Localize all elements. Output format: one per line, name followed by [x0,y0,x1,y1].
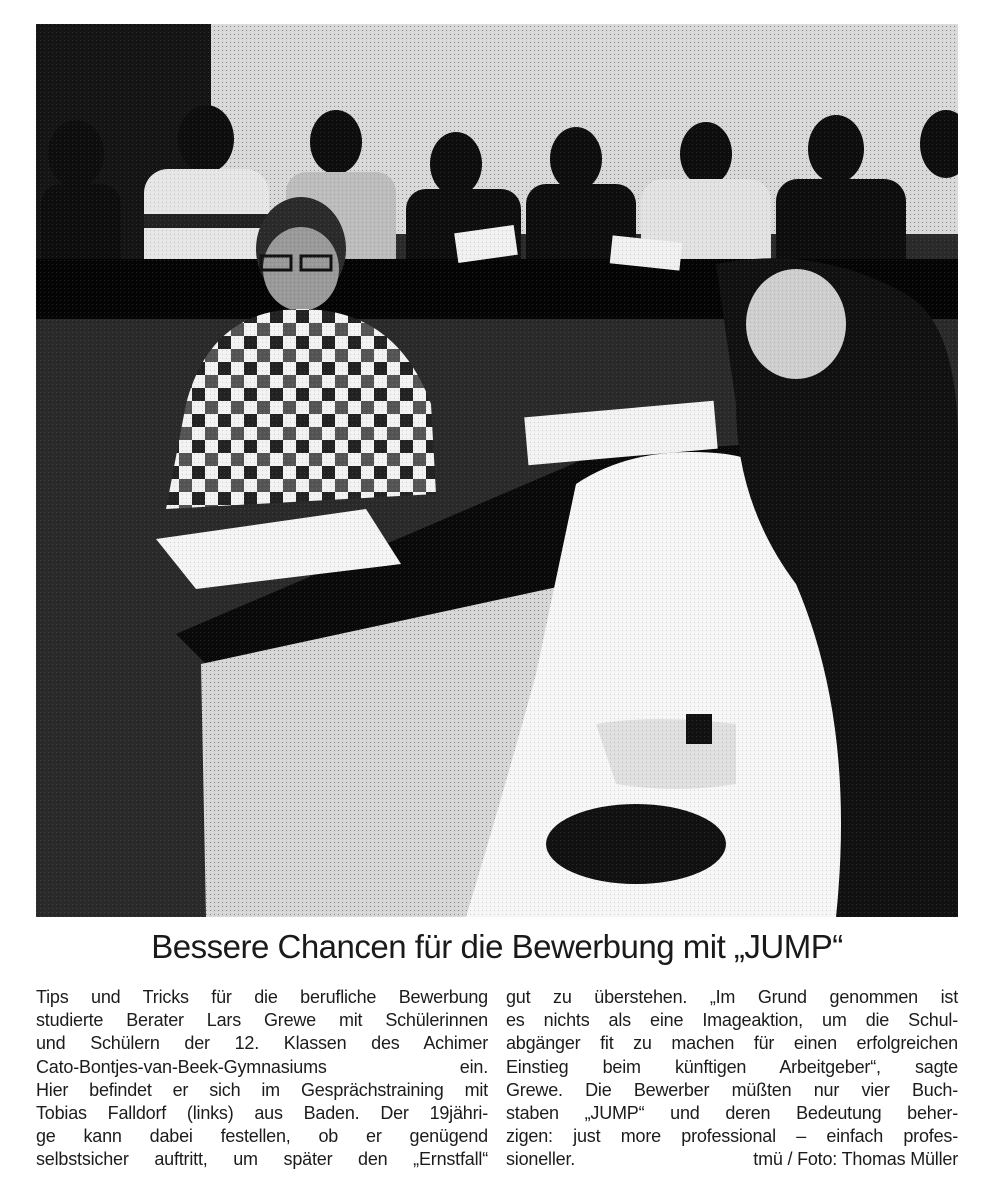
text-line: es nichts als eine Imageaktion, um die Schul- [506,1010,958,1031]
article-column-right [506,986,958,1172]
text-line: Tobias Falldorf (links) aus Baden. Der 19jähri- [36,1102,488,1123]
text-line: Hier befindet er sich im Gesprächstraining mit [36,1079,488,1100]
text-line: Tips und Tricks für die berufliche Bewerbung [36,987,488,1007]
text-line: selbstsicher auftritt, um später den „Ernstfall“ [36,1149,488,1170]
text-line: zigen: just more professional – einfach profes- [506,1126,958,1147]
news-photo [36,24,958,917]
headline: Bessere Chancen für die Bewerbung mit „JUMP“ [151,928,843,965]
text-line: gut zu überstehen. „Im Grund genommen ist [506,987,958,1007]
article-body [36,986,958,1172]
text-line-last [506,1148,958,1171]
text-line: staben „JUMP“ und deren Bedeutung beher- [506,1102,958,1123]
text-line: Cato-Bontjes-van-Beek-Gymnasiums ein. [36,1056,488,1077]
closing-text: sioneller. [506,1149,576,1170]
text-line: und Schülern der 12. Klassen des Achimer [36,1033,488,1054]
text-line: ge kann dabei festellen, ob er genügend [36,1126,488,1147]
text-line: studierte Berater Lars Grewe mit Schülerinnen [36,1010,488,1031]
photo-illustration [36,24,958,917]
text-line: Grewe. Die Bewerber müßten nur vier Buch- [506,1079,958,1100]
text-line: abgänger fit zu machen für einen erfolgreichen [506,1033,958,1054]
photo-credit: tmü / Foto: Thomas Müller [753,1149,958,1170]
article-column-left [36,986,488,1172]
text-line: Einstieg beim künftigen Arbeitgeber“, sagte [506,1056,958,1077]
